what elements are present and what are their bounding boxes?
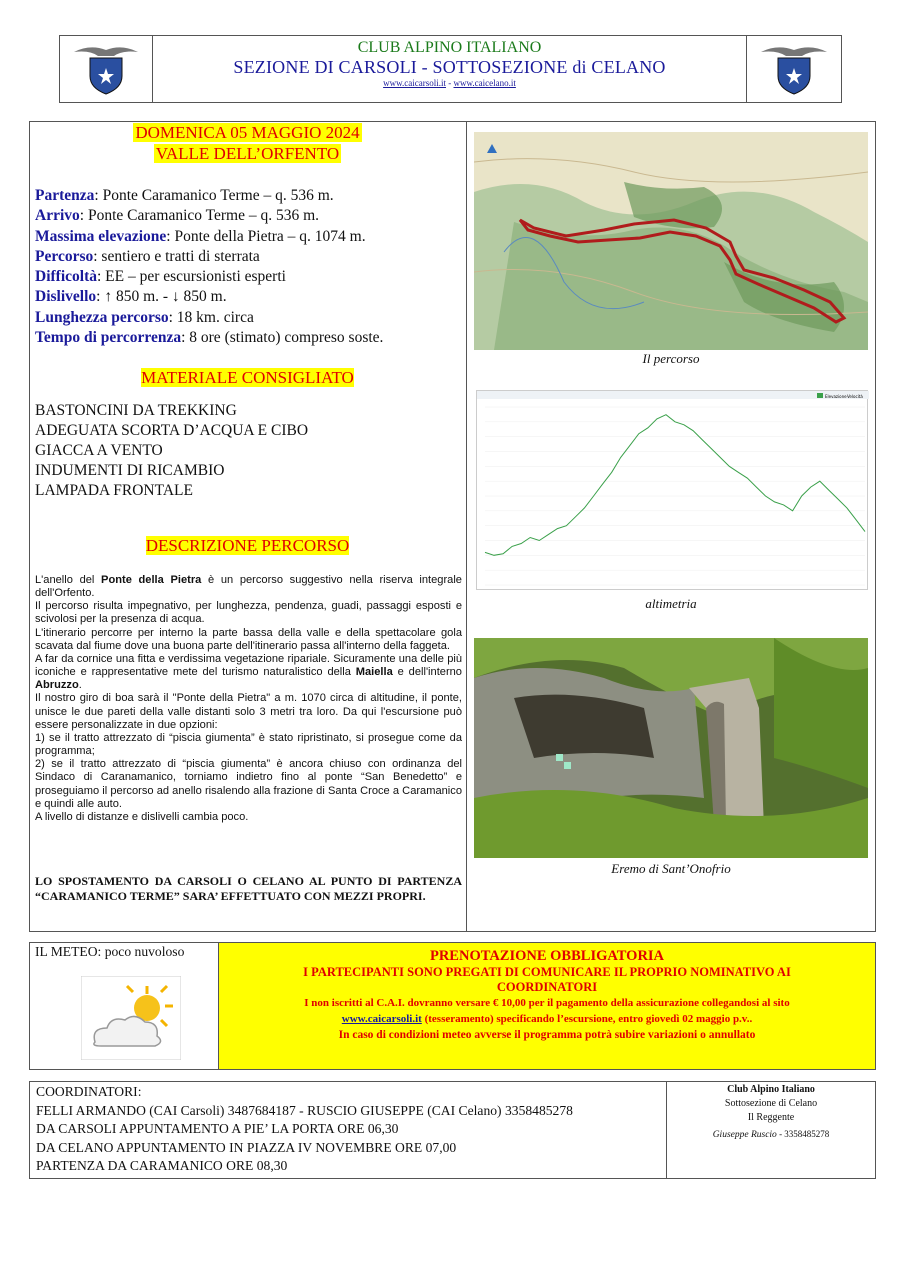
prenotazione-line1: I PARTECIPANTI SONO PREGATI DI COMUNICARE IL PROPRIO NOMINATIVO AI COORDINATORI bbox=[303, 965, 791, 994]
info-label: Arrivo bbox=[35, 207, 80, 225]
info-value: : Ponte della Pietra – q. 1074 m. bbox=[166, 227, 366, 245]
header-titles bbox=[152, 36, 747, 102]
event-title bbox=[29, 122, 466, 164]
profile-toolbar bbox=[477, 391, 869, 399]
info-label: Massima elevazione bbox=[35, 227, 167, 245]
photo-caption: Eremo di Sant’Onofrio bbox=[611, 861, 731, 876]
signature-block bbox=[667, 1083, 875, 1142]
transport-note: LO SPOSTAMENTO DA CARSOLI O CELANO AL PUNTO DI PARTENZA “CARAMANICO TERME” SARA’ EFFETTUATO CON MEZZI PROPRI. bbox=[35, 874, 462, 903]
info-label: Difficoltà bbox=[35, 268, 97, 286]
desc-text: e dell'interno bbox=[392, 666, 462, 679]
link-caicarsoli[interactable]: www.caicarsoli.it bbox=[383, 78, 446, 88]
desc-paragraph bbox=[35, 653, 462, 692]
info-row bbox=[35, 227, 463, 247]
desc-bold: Maiella bbox=[355, 666, 393, 679]
info-value: : sentiero e tratti di sterrata bbox=[93, 247, 260, 265]
meteo-label: IL METEO: poco nuvoloso bbox=[35, 944, 185, 959]
signature: Giuseppe Ruscio bbox=[712, 1130, 777, 1140]
materiale-heading-text: MATERIALE CONSIGLIATO bbox=[141, 368, 354, 387]
sign-line bbox=[667, 1127, 875, 1142]
info-row bbox=[35, 247, 463, 267]
info-value: : Ponte Caramanico Terme – q. 536 m. bbox=[94, 187, 334, 204]
list-item: INDUMENTI DI RICAMBIO bbox=[35, 462, 225, 479]
descrizione-heading-text: DESCRIZIONE PERCORSO bbox=[145, 536, 350, 555]
event-date: DOMENICA 05 MAGGIO 2024 bbox=[135, 123, 360, 142]
legend-elevation: Elevazione bbox=[825, 394, 847, 399]
sign-org: Club Alpino Italiano bbox=[727, 1084, 815, 1095]
profile-caption: altimetria bbox=[645, 596, 697, 611]
coord-line: DA CARSOLI APPUNTAMENTO A PIE’ LA PORTA ORE 06,30 bbox=[36, 1121, 399, 1137]
prenotazione-line3: In caso di condizioni meteo avverse il programma potrà subire variazioni o annullato bbox=[338, 1029, 756, 1041]
desc-paragraph: L'itinerario percorre per interno la parte bassa della valle e della spettacolare gola scavata dal fiume dove una buona parte dell'itinerario passa all'interno della faggeta. bbox=[35, 626, 462, 652]
link-caicelano[interactable]: www.caicelano.it bbox=[453, 78, 516, 88]
route-map bbox=[474, 132, 868, 350]
desc-text: A far da cornice una fitta e verdissima vegetazione ripariale. Sicuramente una delle più iconiche e rappresentative mete del turismo naturalistico della bbox=[35, 652, 462, 679]
desc-paragraph: Il nostro giro di boa sarà il "Ponte della Pietra" a m. 1070 circa di altitudine, il ponte, unisce le due pareti della valle distanti solo 3 metri tra loro. Da qui l'escursione può essere personalizzate in due opzioni: bbox=[35, 692, 462, 731]
prenotazione-title: PRENOTAZIONE OBBLIGATORIA bbox=[429, 948, 665, 964]
descrizione-text bbox=[35, 574, 462, 824]
elevation-profile-svg bbox=[477, 391, 869, 591]
descrizione-heading bbox=[29, 535, 466, 556]
materiale-heading bbox=[29, 367, 466, 388]
info-label: Lunghezza percorso bbox=[35, 308, 169, 326]
info-row bbox=[35, 267, 463, 287]
coord-line: DA CELANO APPUNTAMENTO IN PIAZZA IV NOVEMBRE ORE 07,00 bbox=[36, 1139, 457, 1155]
sign-phone: - 3358485278 bbox=[779, 1129, 830, 1139]
link-separator: - bbox=[446, 78, 454, 88]
link-caicarsoli-tesseramento[interactable]: www.caicarsoli.it bbox=[341, 1013, 422, 1025]
sign-sub: Sottosezione di Celano bbox=[724, 1098, 818, 1109]
info-row bbox=[35, 287, 463, 307]
desc-text: . bbox=[78, 679, 82, 692]
prenotazione-text: I non iscritti al C.A.I. dovranno versare € 10,00 per il pagamento della assicurazione collegandosi al sito bbox=[304, 997, 790, 1009]
list-item: BASTONCINI DA TREKKING bbox=[35, 402, 237, 419]
hermitage-photo bbox=[474, 638, 868, 858]
event-name: VALLE DELL’ORFENTO bbox=[155, 144, 340, 163]
desc-text: è un percorso suggestivo nella riserva integrale dell'Orfento. bbox=[35, 574, 462, 600]
desc-paragraph bbox=[35, 574, 462, 600]
map-caption: Il percorso bbox=[642, 351, 700, 366]
main-divider bbox=[466, 121, 467, 932]
info-value: : EE – per escursionisti esperti bbox=[96, 268, 286, 286]
info-value: : Ponte Caramanico Terme – q. 536 m. bbox=[79, 207, 320, 225]
org-name: CLUB ALPINO ITALIANO bbox=[357, 39, 542, 56]
info-row bbox=[35, 328, 463, 348]
coord-line: FELLI ARMANDO (CAI Carsoli) 3487684187 - RUSCIO GIUSEPPE (CAI Celano) 3358485278 bbox=[36, 1102, 573, 1118]
prenotazione-cell bbox=[219, 943, 875, 1069]
info-value: : 8 ore (stimato) compreso soste. bbox=[181, 329, 384, 347]
legend-speed: Velocità bbox=[847, 394, 863, 399]
info-row bbox=[35, 308, 463, 328]
desc-paragraph: Il percorso risulta impegnativo, per lunghezza, pendenza, guadi, passaggi esposti e scivolosi per la presenza di acqua. bbox=[35, 600, 462, 626]
desc-paragraph: 1) se il tratto attrezzato di “piscia giumenta” è stato ripristinato, si prosegue come da programma; bbox=[35, 731, 462, 758]
desc-paragraph: 2) se il tratto attrezzato di “piscia giumenta” è ancora chiuso con ordinanza del Sindaco di Caranamanico, torniamo indietro fino al ponte “San Benedetto” e proseguiamo il percorso ad anello risalendo alla frazione di Santa Croce a Caramanico e quindi alle auto. bbox=[35, 758, 462, 810]
cai-logo-left bbox=[60, 36, 153, 102]
section-name: SEZIONE DI CARSOLI - SOTTOSEZIONE di CELANO bbox=[233, 57, 666, 77]
info-row bbox=[35, 206, 463, 226]
desc-bold: Ponte della Pietra bbox=[101, 574, 202, 586]
prenotazione-line2 bbox=[219, 995, 875, 1027]
desc-bold: Abruzzo bbox=[35, 679, 79, 692]
list-item: ADEGUATA SCORTA D’ACQUA E CIBO bbox=[35, 422, 309, 439]
desc-text: L'anello del bbox=[35, 574, 102, 586]
info-row bbox=[35, 186, 463, 206]
coord-line: COORDINATORI: bbox=[36, 1084, 142, 1099]
info-label: Percorso bbox=[35, 247, 94, 265]
sign-role: Il Reggente bbox=[747, 1112, 795, 1123]
legend-swatch-elevation bbox=[817, 393, 823, 398]
info-label: Partenza bbox=[35, 187, 95, 204]
elevation-profile bbox=[476, 390, 868, 590]
partly-cloudy-icon bbox=[81, 976, 181, 1060]
meteo-cell bbox=[29, 942, 219, 1070]
info-value: : ↑ 850 m. - ↓ 850 m. bbox=[96, 288, 227, 306]
list-item: GIACCA A VENTO bbox=[35, 442, 163, 459]
prenotazione-text: (tesseramento) specificando l’escursione, entro giovedì 02 maggio p.v.. bbox=[421, 1013, 753, 1025]
info-value: : 18 km. circa bbox=[168, 308, 254, 326]
cai-logo-right bbox=[746, 36, 841, 102]
info-label: Tempo di percorrenza bbox=[35, 329, 182, 347]
header-links bbox=[152, 78, 747, 89]
list-item: LAMPADA FRONTALE bbox=[35, 482, 193, 499]
coord-line: PARTENZA DA CARAMANICO ORE 08,30 bbox=[36, 1158, 288, 1174]
info-label: Dislivello bbox=[35, 288, 97, 306]
desc-paragraph: A livello di distanze e dislivelli cambia poco. bbox=[35, 810, 249, 823]
materiale-list bbox=[35, 401, 308, 501]
header-box bbox=[59, 35, 842, 103]
coordinatori-text bbox=[36, 1083, 573, 1176]
info-list bbox=[35, 186, 463, 348]
